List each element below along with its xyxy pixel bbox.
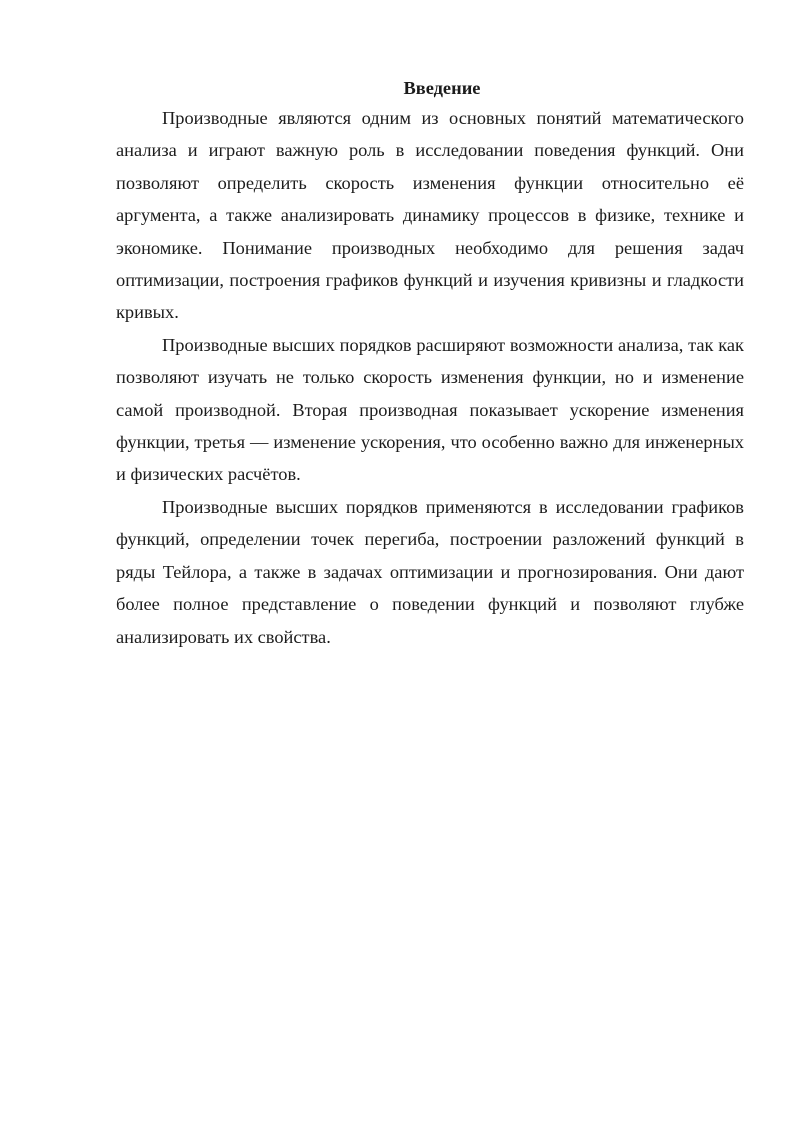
- document-body: [116, 74, 744, 653]
- paragraph-3: Производные высших порядков применяются в исследовании графиков функций, определении точек перегиба, построении разложений функций в ряды Тейлора, а также в задачах оптимизации и прогнозирования. Они дают более полное представление о поведении функций и позволяют глубже анализировать их свойства.: [116, 496, 744, 647]
- section-heading: Введение: [403, 78, 481, 98]
- paragraph-2: Производные высших порядков расширяют возможности анализа, так как позволяют изучать не только скорость изменения функции, но и изменение самой производной. Вторая производная показывает ускорение изменения функции, третья — изменение ускорения, что особенно важно для инженерных и физических расчётов.: [116, 334, 744, 485]
- paragraph-1: Производные являются одним из основных понятий математического анализа и играют важную роль в исследовании поведения функций. Они позволяют определить скорость изменения функции относительно её аргумента, а также анализировать динамику процессов в физике, технике и экономике. Понимание производных необходимо для решения задач оптимизации, построения графиков функций и изучения кривизны и гладкости кривых.: [116, 108, 744, 323]
